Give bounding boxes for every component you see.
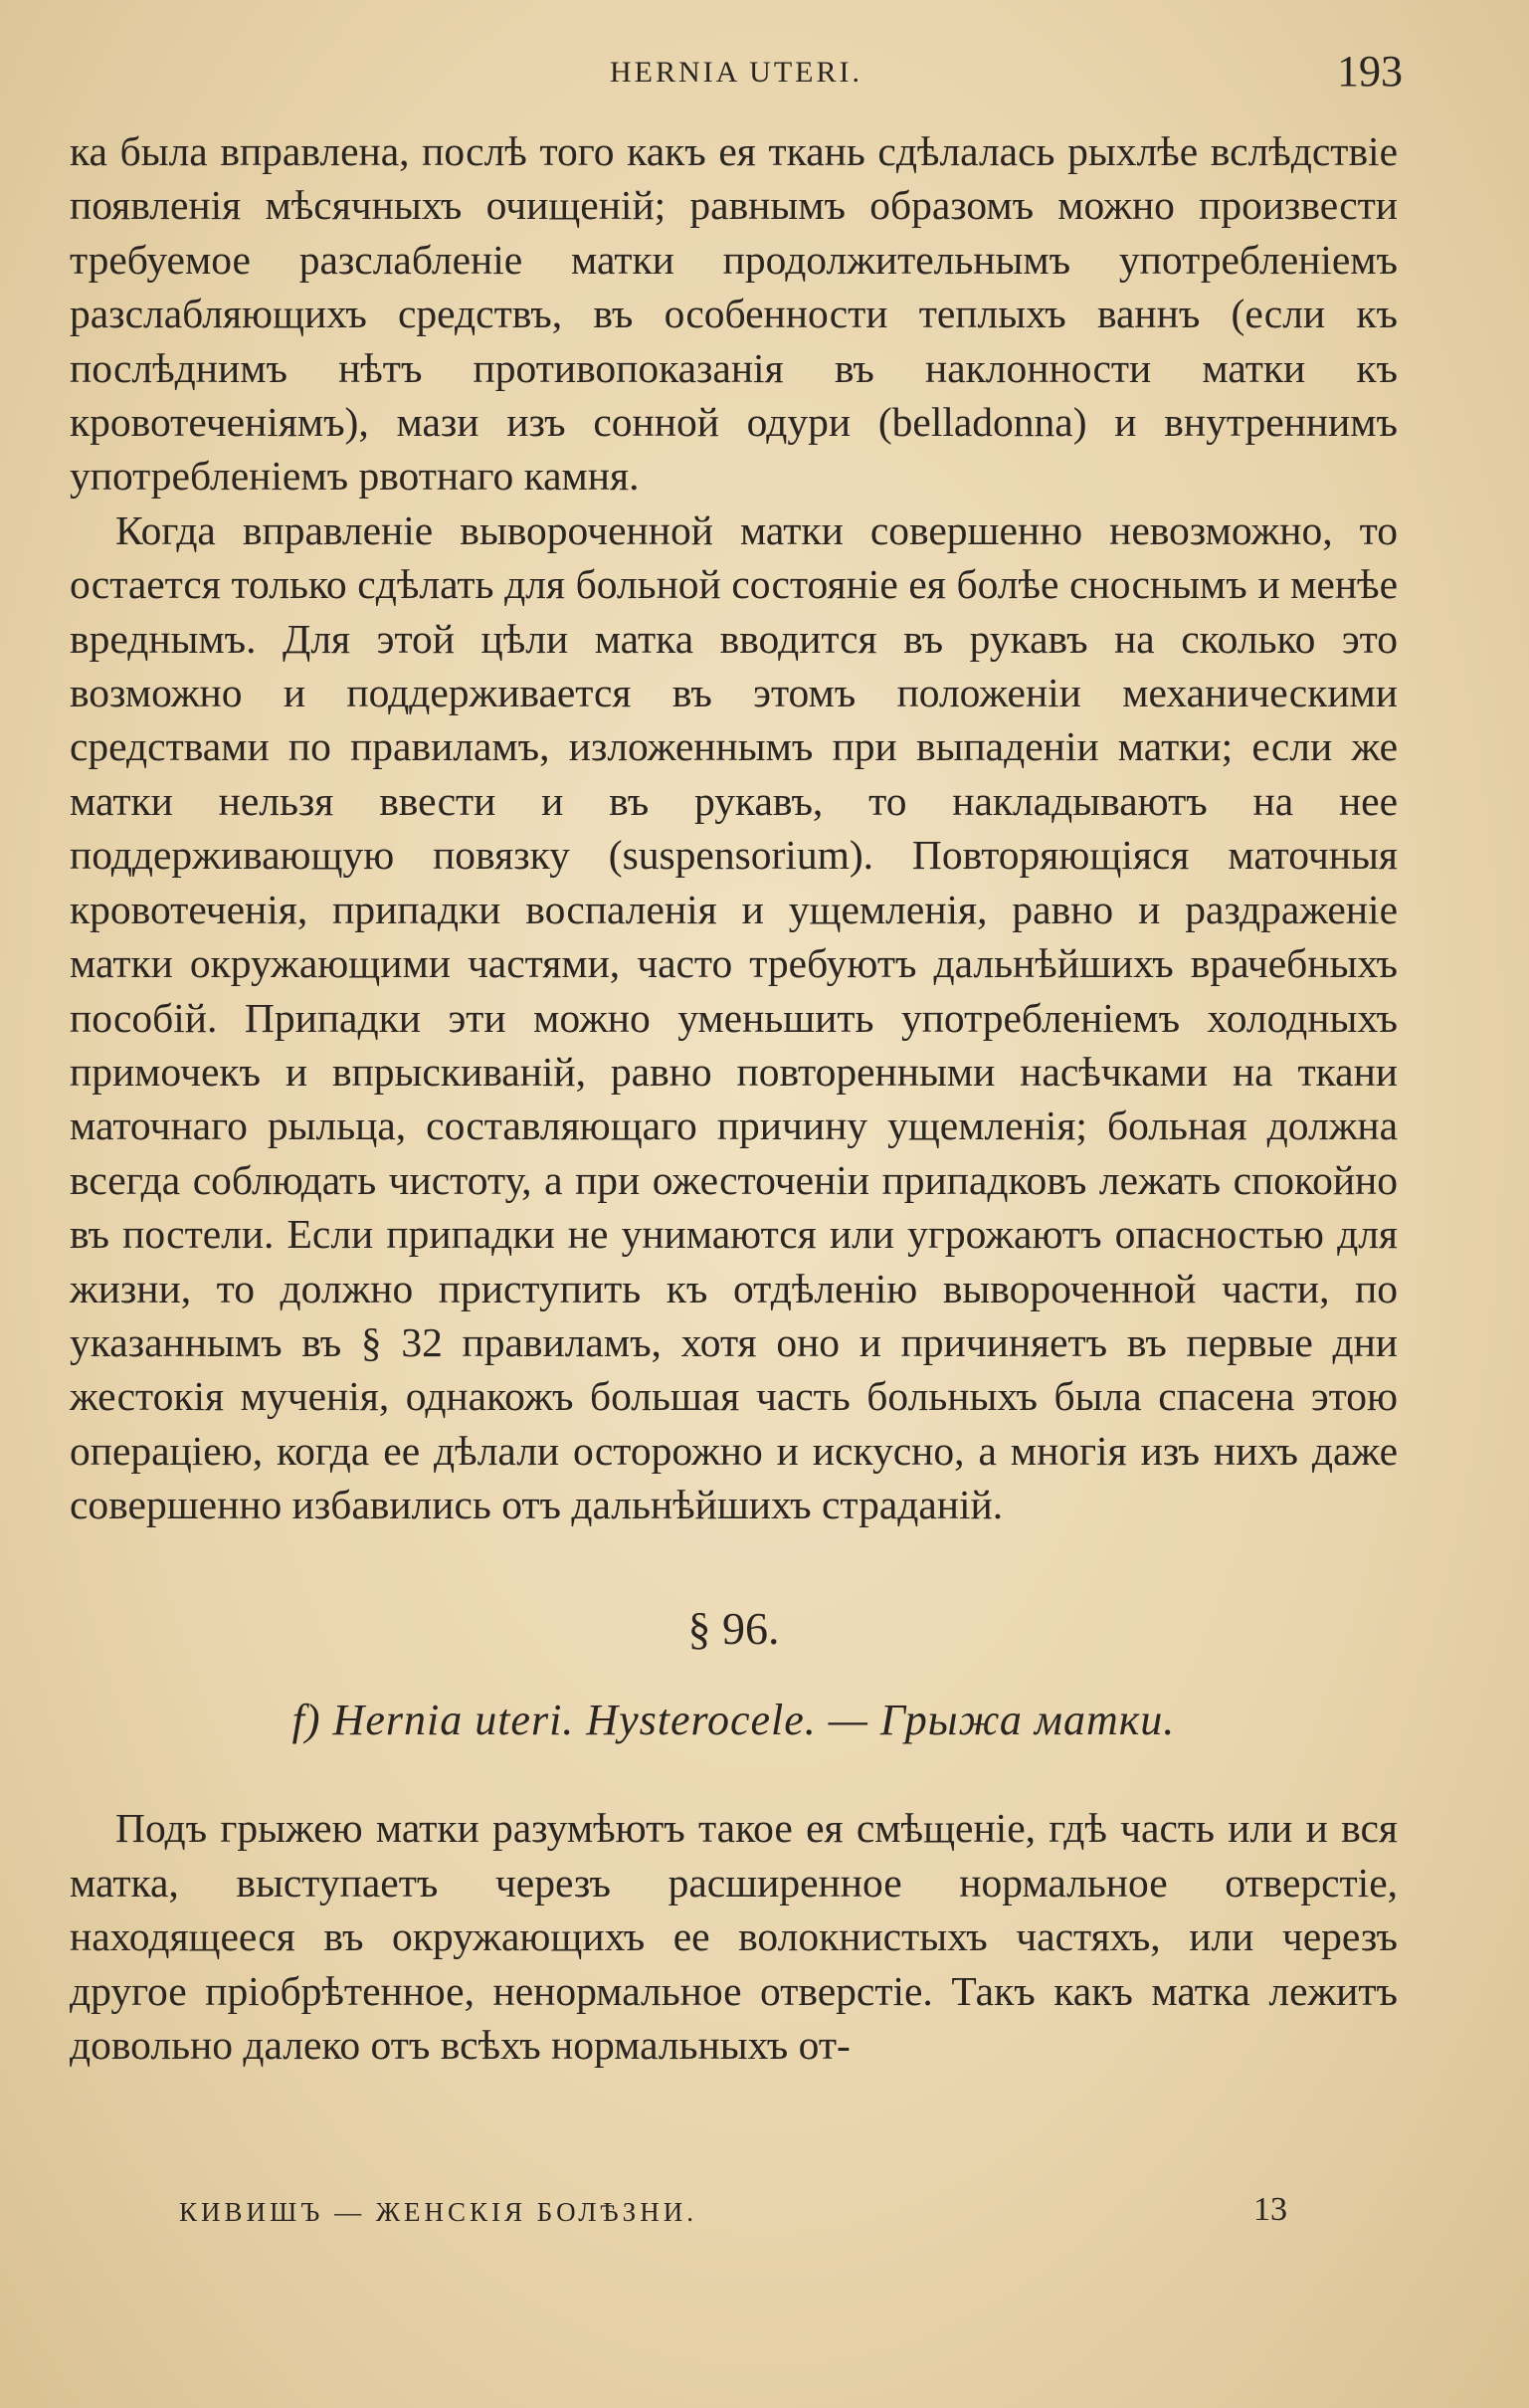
section-mark: § 96. xyxy=(687,1602,780,1654)
page-header xyxy=(70,42,1403,101)
body-text xyxy=(70,124,1398,2072)
running-title: HERNIA UTERI. xyxy=(610,56,862,89)
sheet-number: 13 xyxy=(1253,2191,1287,2228)
page-footer xyxy=(179,2191,1293,2237)
paragraph-continuation: ка была вправлена, послѣ того какъ ея ткань сдѣлалась рыхлѣе вслѣдствіе появленія мѣсячныхъ очищеній; равнымъ образомъ можно произвести требуемое разслабленіе матки продолжительнымъ употребленіемъ разслабляющихъ средствъ, въ особенности теплыхъ ваннъ (если къ послѣднимъ нѣтъ противопоказанія въ наклонности матки къ кровотеченіямъ), мази изъ сонной одури (belladonna) и внутреннимъ употребленіемъ рвотнаго камня. xyxy=(70,128,1398,500)
page-number: 193 xyxy=(1337,47,1403,96)
footer-signature: КИВИШЪ — ЖЕНСКІЯ БОЛѢЗНИ. xyxy=(179,2197,697,2227)
section-heading: f) Hernia uteri. Hysterocele. — Грыжа матки. xyxy=(291,1695,1176,1744)
paragraph-hernia-definition: Подъ грыжею матки разумѣютъ такое ея смѣщеніе, гдѣ часть или и вся матка, выступаетъ черезъ расширенное нормальное отверстіе, находящееся въ окружающихъ ее волокнистыхъ частяхъ, или черезъ другое пріобрѣтенное, ненормальное отверстіе. Такъ какъ матка лежитъ довольно далеко отъ всѣхъ нормальныхъ от- xyxy=(70,1805,1398,2068)
paragraph-inversion-treatment: Когда вправленіе вывороченной матки совершенно невозможно, то остается только сдѣлать для больной состояніе ея болѣе сноснымъ и менѣе вреднымъ. Для этой цѣли матка вводится въ рукавъ на сколько это возможно и поддерживается въ этомъ положеніи механическими средствами по правиламъ, изложеннымъ при выпаденіи матки; если же матки нельзя ввести и въ рукавъ, то накладываютъ на нее поддерживающую повязку (suspensorium). Повторяющіяся маточныя кровотеченія, припадки воспаленія и ущемленія, равно и раздраженіе матки окружающими частями, часто требуютъ дальнѣйшихъ врачебныхъ пособій. Припадки эти можно уменьшить употребленіемъ холодныхъ примочекъ и впрыскиваній, равно повторенными насѣчками на ткани маточнаго рыльца, составляющаго причину ущемленія; больная должна всегда соблюдать чистоту, а при ожесточеніи припадковъ лежать спокойно въ постели. Если припадки не унимаются или угрожаютъ опасностью для жизни, то должно приступить къ отдѣленію вывороченной части, по указаннымъ въ § 32 правиламъ, хотя оно и причиняетъ въ первые дни жестокія мученія, однакожъ большая часть больныхъ была спасена этою операціею, когда ее дѣлали осторожно и искусно, а многія изъ нихъ даже совершенно избавились отъ дальнѣйшихъ страданій. xyxy=(70,506,1398,1528)
